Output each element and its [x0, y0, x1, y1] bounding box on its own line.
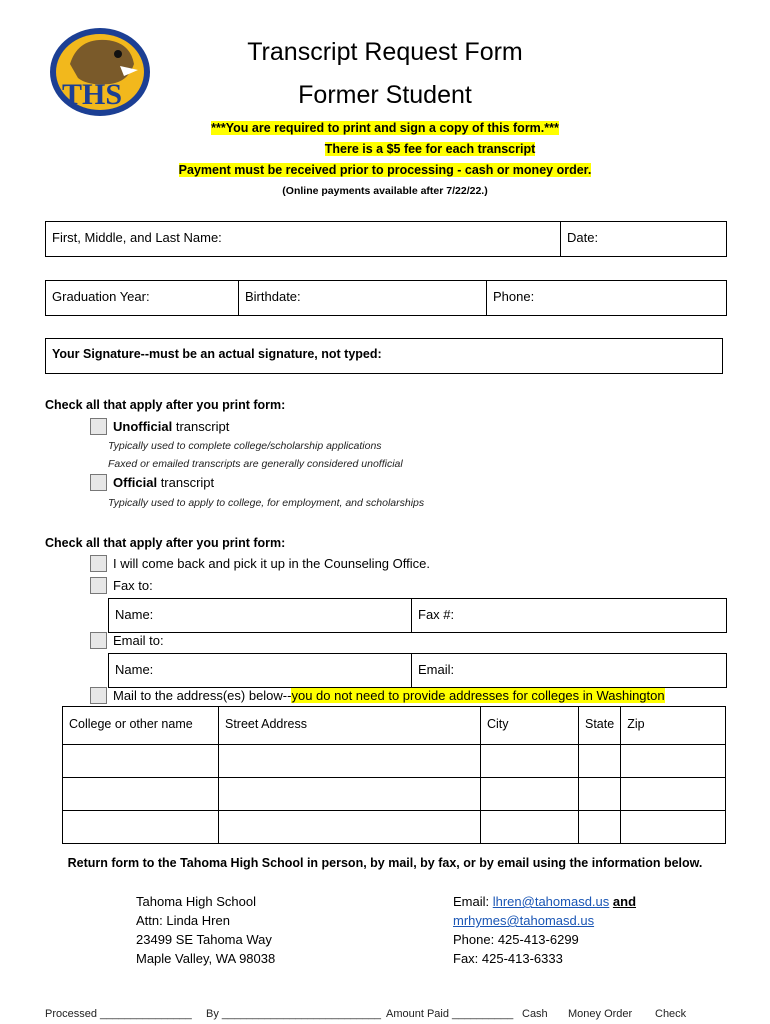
notice-print-sign: ***You are required to print and sign a copy of this form.*** [211, 121, 559, 135]
table-cell[interactable] [63, 745, 219, 778]
notice-fee: There is a $5 fee for each transcript [324, 142, 536, 156]
table-cell[interactable] [219, 811, 481, 844]
transcript-type-heading: Check all that apply after you print form: [45, 398, 286, 412]
table-cell[interactable] [219, 745, 481, 778]
name-field[interactable]: First, Middle, and Last Name: [52, 230, 222, 245]
email-checkbox[interactable] [90, 632, 107, 649]
table-row [63, 811, 726, 844]
graduation-year-field[interactable]: Graduation Year: [52, 289, 150, 304]
col-state: State [579, 707, 621, 745]
email-link-2[interactable]: mrhymes@tahomasd.us [453, 913, 595, 928]
pickup-checkbox[interactable] [90, 555, 107, 572]
mail-option: Mail to the address(es) below--you do not need to provide addresses for colleges in Washington [113, 688, 665, 703]
table-cell[interactable] [579, 778, 621, 811]
unofficial-option: Unofficial transcript [113, 419, 230, 434]
table-row [63, 745, 726, 778]
table-cell[interactable] [621, 745, 726, 778]
official-option: Official transcript [113, 475, 215, 490]
fax-number-field[interactable]: Fax #: [411, 599, 726, 632]
unofficial-note-1: Typically used to complete college/scholarship applications [108, 440, 382, 452]
address-line: 23499 SE Tahoma Way [136, 932, 272, 947]
table-cell[interactable] [579, 811, 621, 844]
table-cell[interactable] [481, 745, 579, 778]
cash-option: Cash [522, 1008, 548, 1020]
email-link-1[interactable]: lhren@tahomasd.us [492, 894, 610, 909]
mail-checkbox[interactable] [90, 687, 107, 704]
email-address-field[interactable]: Email: [411, 654, 726, 687]
col-zip: Zip [621, 707, 726, 745]
fax-line: Fax: 425-413-6333 [453, 951, 563, 966]
email-line: Email: lhren@tahomasd.us and [453, 894, 637, 909]
phone-field[interactable]: Phone: [486, 281, 726, 315]
contact-info [453, 892, 636, 968]
address-table-header [63, 707, 726, 745]
address-line: Attn: Linda Hren [136, 913, 230, 928]
address-line: Maple Valley, WA 98038 [136, 951, 276, 966]
official-note: Typically used to apply to college, for employment, and scholarships [108, 497, 425, 509]
logo-text: THS [62, 78, 123, 111]
official-checkbox[interactable] [90, 474, 107, 491]
pickup-option: I will come back and pick it up in the Counseling Office. [113, 556, 430, 571]
table-cell[interactable] [219, 778, 481, 811]
page-subtitle: Former Student [298, 81, 472, 109]
table-cell[interactable] [63, 811, 219, 844]
by-line: By __________________________ [206, 1008, 381, 1020]
money-order-option: Money Order [568, 1008, 633, 1020]
notice-payment: Payment must be received prior to processing - cash or money order. [178, 163, 592, 177]
page-title: Transcript Request Form [247, 38, 523, 66]
address-line: Tahoma High School [136, 894, 256, 909]
info-row [45, 280, 727, 316]
check-option: Check [655, 1008, 687, 1020]
date-field[interactable]: Date: [560, 222, 726, 256]
unofficial-checkbox[interactable] [90, 418, 107, 435]
email-details-row [108, 653, 727, 688]
email-name-field[interactable]: Name: [115, 662, 154, 677]
notice-online-payment: (Online payments available after 7/22/22.) [282, 185, 488, 197]
birthdate-field[interactable]: Birthdate: [238, 281, 486, 315]
col-college-name: College or other name [63, 707, 219, 745]
table-cell[interactable] [63, 778, 219, 811]
table-cell[interactable] [621, 778, 726, 811]
processed-line: Processed _______________ [45, 1008, 192, 1020]
col-city: City [481, 707, 579, 745]
address-table [62, 706, 726, 844]
return-heading: Return form to the Tahoma High School in person, by mail, by fax, or by email using the information below. [67, 856, 703, 870]
table-row [63, 778, 726, 811]
phone-line: Phone: 425-413-6299 [453, 932, 579, 947]
signature-label: Your Signature--must be an actual signature, not typed: [52, 347, 382, 361]
table-cell[interactable] [481, 778, 579, 811]
fax-name-field[interactable]: Name: [115, 607, 154, 622]
email-option: Email to: [113, 633, 164, 648]
unofficial-note-2: Faxed or emailed transcripts are generally considered unofficial [108, 458, 403, 470]
name-date-row [45, 221, 727, 257]
signature-field[interactable] [45, 338, 723, 374]
fax-details-row [108, 598, 727, 633]
table-cell[interactable] [621, 811, 726, 844]
fax-option: Fax to: [113, 578, 153, 593]
school-address [136, 892, 275, 968]
delivery-heading: Check all that apply after you print form: [45, 536, 286, 550]
table-cell[interactable] [481, 811, 579, 844]
amount-paid-line: Amount Paid __________ [386, 1008, 514, 1020]
table-cell[interactable] [579, 745, 621, 778]
fax-checkbox[interactable] [90, 577, 107, 594]
col-street-address: Street Address [219, 707, 481, 745]
